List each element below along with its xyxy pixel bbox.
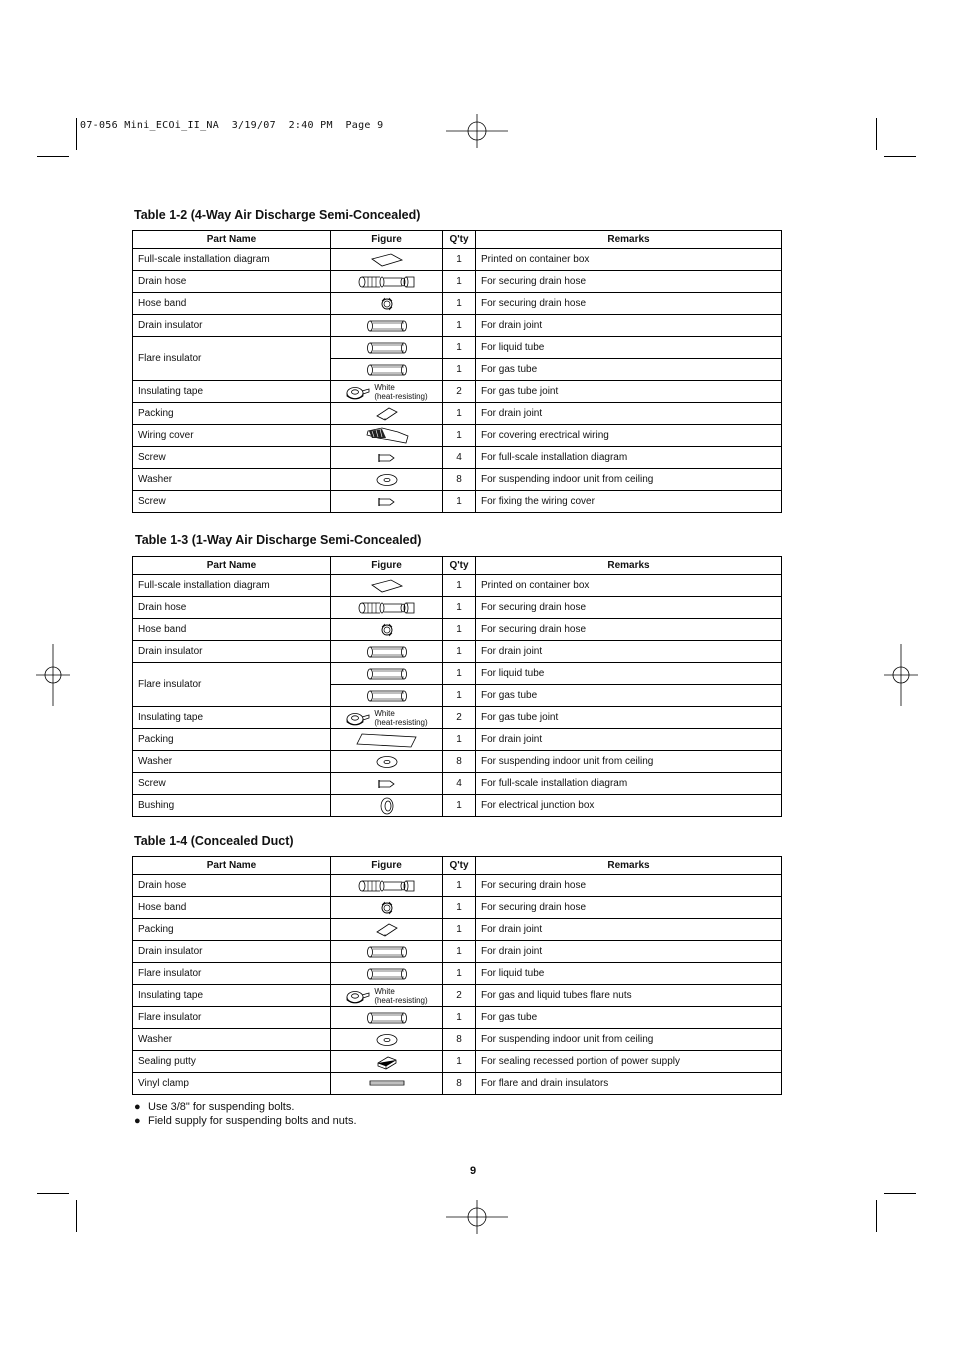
table-row (133, 963, 782, 985)
remarks-cell: For drain joint (476, 941, 782, 963)
part-name-cell: Washer (133, 1029, 331, 1051)
remarks-cell: For gas tube (476, 1007, 782, 1029)
table-row (133, 447, 782, 469)
remarks-cell: For drain joint (476, 641, 782, 663)
part-name-cell: Sealing putty (133, 1051, 331, 1073)
remarks-cell: For securing drain hose (476, 293, 782, 315)
remarks-cell: For drain joint (476, 729, 782, 751)
part-name-cell: Drain insulator (133, 941, 331, 963)
table-row (133, 707, 782, 729)
hose-band-icon (379, 624, 395, 635)
remarks-cell: For suspending indoor unit from ceiling (476, 469, 782, 491)
diagram-sheet-icon (369, 254, 405, 265)
figure-cell (331, 751, 443, 773)
part-name-cell: Drain hose (133, 875, 331, 897)
tape-caption (374, 709, 427, 727)
remarks-cell: Printed on container box (476, 575, 782, 597)
packing-sheet-icon (356, 734, 418, 745)
insulating-tape-figure (333, 383, 440, 401)
packing-icon (375, 924, 399, 935)
figure-cell (331, 963, 443, 985)
part-name-cell: Drain hose (133, 597, 331, 619)
qty-cell: 8 (443, 469, 476, 491)
remarks-cell: For securing drain hose (476, 271, 782, 293)
remarks-cell: For securing drain hose (476, 875, 782, 897)
table-row (133, 403, 782, 425)
bushing-icon (379, 800, 395, 811)
part-name-cell: Screw (133, 773, 331, 795)
qty-cell: 1 (443, 729, 476, 751)
qty-cell: 2 (443, 985, 476, 1007)
qty-cell: 1 (443, 337, 476, 359)
qty-cell: 1 (443, 271, 476, 293)
note-text: Field supply for suspending bolts and nuts. (148, 1115, 357, 1127)
page-number: 9 (470, 1165, 477, 1177)
crop-mark (37, 156, 69, 157)
table-row (133, 1073, 782, 1095)
qty-cell: 1 (443, 795, 476, 817)
insulator-tube-icon (365, 690, 409, 701)
part-name-cell: Insulating tape (133, 985, 331, 1007)
remarks-cell: For fixing the wiring cover (476, 491, 782, 513)
qty-cell: 1 (443, 249, 476, 271)
remarks-cell: For securing drain hose (476, 597, 782, 619)
note-item (134, 1114, 357, 1128)
table-row (133, 337, 782, 359)
remarks-cell: For suspending indoor unit from ceiling (476, 1029, 782, 1051)
table-row (133, 1051, 782, 1073)
qty-cell: 1 (443, 963, 476, 985)
crop-mark (884, 1193, 916, 1194)
figure-cell (331, 315, 443, 337)
table-row (133, 985, 782, 1007)
part-name-cell: Screw (133, 491, 331, 513)
figure-cell (331, 403, 443, 425)
qty-cell: 1 (443, 685, 476, 707)
figure-cell (331, 795, 443, 817)
table-row (133, 795, 782, 817)
figure-cell (331, 941, 443, 963)
figure-cell (331, 773, 443, 795)
table-row (133, 729, 782, 751)
bullet-icon: ● (134, 1115, 141, 1127)
insulator-tube-icon (365, 1012, 409, 1023)
part-name-cell: Hose band (133, 619, 331, 641)
table-row (133, 575, 782, 597)
figure-cell (331, 897, 443, 919)
qty-cell: 8 (443, 1029, 476, 1051)
remarks-cell: For sealing recessed portion of power supply (476, 1051, 782, 1073)
qty-cell: 1 (443, 359, 476, 381)
part-name-cell: Flare insulator (133, 963, 331, 985)
part-name-cell: Hose band (133, 293, 331, 315)
tape-caption-note: (heat-resisting) (374, 995, 428, 1005)
screw-icon (377, 452, 397, 463)
drain-hose-icon (356, 276, 418, 287)
col-header-figure: Figure (331, 231, 443, 249)
hose-band-icon (379, 298, 395, 309)
tape-caption (374, 987, 427, 1005)
insulating-tape-icon (345, 987, 371, 1005)
qty-cell: 1 (443, 597, 476, 619)
sealing-putty-icon (376, 1056, 398, 1067)
part-name-cell: Packing (133, 919, 331, 941)
table-title-1-2: Table 1-2 (4-Way Air Discharge Semi-Concealed) (134, 208, 421, 222)
registration-mark-icon (446, 1186, 508, 1248)
figure-cell (331, 337, 443, 359)
part-name-cell: Flare insulator (133, 1007, 331, 1029)
figure-cell (331, 1029, 443, 1051)
table-row (133, 469, 782, 491)
crop-mark (876, 118, 877, 150)
remarks-cell: Printed on container box (476, 249, 782, 271)
figure-cell (331, 491, 443, 513)
col-header-part-name: Part Name (133, 557, 331, 575)
registration-mark-icon (446, 100, 508, 162)
table-row (133, 425, 782, 447)
qty-cell: 8 (443, 1073, 476, 1095)
remarks-cell: For full-scale installation diagram (476, 773, 782, 795)
remarks-cell: For covering erectrical wiring (476, 425, 782, 447)
remarks-cell: For suspending indoor unit from ceiling (476, 751, 782, 773)
figure-cell (331, 641, 443, 663)
figure-cell (331, 575, 443, 597)
qty-cell: 1 (443, 1007, 476, 1029)
drain-hose-icon (356, 880, 418, 891)
qty-cell: 1 (443, 875, 476, 897)
note-text: Use 3/8" for suspending bolts. (148, 1101, 295, 1113)
table-row (133, 381, 782, 403)
remarks-cell: For drain joint (476, 919, 782, 941)
figure-cell (331, 447, 443, 469)
tape-caption-color: White (374, 986, 395, 996)
part-name-cell: Flare insulator (133, 337, 331, 381)
table-row (133, 897, 782, 919)
figure-cell (331, 985, 443, 1007)
remarks-cell: For gas tube (476, 359, 782, 381)
insulator-tube-icon (365, 668, 409, 679)
qty-cell: 1 (443, 1051, 476, 1073)
remarks-cell: For gas tube joint (476, 381, 782, 403)
table-header-row (133, 231, 782, 249)
packing-icon (375, 408, 399, 419)
remarks-cell: For gas tube joint (476, 707, 782, 729)
table-row (133, 773, 782, 795)
part-name-cell: Packing (133, 403, 331, 425)
figure-cell (331, 359, 443, 381)
parts-table-1-4 (132, 856, 782, 1095)
figure-cell (331, 249, 443, 271)
tape-caption-note: (heat-resisting) (374, 391, 428, 401)
crop-mark (37, 1193, 69, 1194)
table-row (133, 641, 782, 663)
remarks-cell: For gas tube (476, 685, 782, 707)
qty-cell: 2 (443, 707, 476, 729)
table-title-1-3: Table 1-3 (1-Way Air Discharge Semi-Concealed) (135, 533, 422, 547)
col-header-remarks: Remarks (476, 857, 782, 875)
part-name-cell: Drain insulator (133, 641, 331, 663)
tape-caption-color: White (374, 382, 395, 392)
table-row (133, 919, 782, 941)
table-title-1-4: Table 1-4 (Concealed Duct) (134, 834, 294, 848)
qty-cell: 1 (443, 941, 476, 963)
qty-cell: 1 (443, 919, 476, 941)
table-row (133, 751, 782, 773)
qty-cell: 4 (443, 773, 476, 795)
washer-icon (376, 756, 398, 767)
col-header-part-name: Part Name (133, 857, 331, 875)
col-header-qty: Q'ty (443, 857, 476, 875)
figure-cell (331, 1051, 443, 1073)
qty-cell: 1 (443, 619, 476, 641)
qty-cell: 1 (443, 641, 476, 663)
note-item (134, 1100, 357, 1114)
part-name-cell: Flare insulator (133, 663, 331, 707)
figure-cell (331, 619, 443, 641)
figure-cell (331, 663, 443, 685)
table-row (133, 597, 782, 619)
bullet-icon: ● (134, 1101, 141, 1113)
part-name-cell: Drain insulator (133, 315, 331, 337)
crop-mark (876, 1200, 877, 1232)
table-row (133, 1029, 782, 1051)
qty-cell: 1 (443, 425, 476, 447)
part-name-cell: Drain hose (133, 271, 331, 293)
table-row (133, 315, 782, 337)
hose-band-icon (379, 902, 395, 913)
remarks-cell: For liquid tube (476, 963, 782, 985)
col-header-figure: Figure (331, 857, 443, 875)
qty-cell: 8 (443, 751, 476, 773)
part-name-cell: Vinyl clamp (133, 1073, 331, 1095)
figure-cell (331, 381, 443, 403)
part-name-cell: Insulating tape (133, 707, 331, 729)
figure-cell (331, 1007, 443, 1029)
col-header-qty: Q'ty (443, 557, 476, 575)
notes-list (134, 1100, 357, 1128)
table-header-row (133, 557, 782, 575)
print-slug: 07-056 Mini_ECOi_II_NA 3/19/07 2:40 PM Page 9 (80, 120, 384, 131)
screw-icon (377, 496, 397, 507)
remarks-cell: For electrical junction box (476, 795, 782, 817)
screw-icon (377, 778, 397, 789)
table-row (133, 941, 782, 963)
registration-mark-icon (884, 644, 918, 706)
part-name-cell: Full-scale installation diagram (133, 575, 331, 597)
qty-cell: 1 (443, 575, 476, 597)
qty-cell: 1 (443, 897, 476, 919)
qty-cell: 1 (443, 403, 476, 425)
part-name-cell: Screw (133, 447, 331, 469)
col-header-remarks: Remarks (476, 557, 782, 575)
qty-cell: 1 (443, 293, 476, 315)
parts-table-1-3 (132, 556, 782, 817)
remarks-cell: For gas and liquid tubes flare nuts (476, 985, 782, 1007)
insulating-tape-figure (333, 987, 440, 1005)
insulating-tape-icon (345, 709, 371, 727)
qty-cell: 1 (443, 663, 476, 685)
part-name-cell: Wiring cover (133, 425, 331, 447)
insulator-tube-icon (365, 968, 409, 979)
figure-cell (331, 919, 443, 941)
col-header-part-name: Part Name (133, 231, 331, 249)
part-name-cell: Packing (133, 729, 331, 751)
tape-caption (374, 383, 427, 401)
crop-mark (76, 1200, 77, 1232)
figure-cell (331, 469, 443, 491)
col-header-qty: Q'ty (443, 231, 476, 249)
insulator-tube-icon (365, 320, 409, 331)
figure-cell (331, 425, 443, 447)
crop-mark (76, 118, 77, 150)
insulating-tape-icon (345, 383, 371, 401)
diagram-sheet-icon (369, 580, 405, 591)
qty-cell: 4 (443, 447, 476, 469)
qty-cell: 2 (443, 381, 476, 403)
part-name-cell: Hose band (133, 897, 331, 919)
vinyl-clamp-icon (369, 1078, 405, 1089)
table-row (133, 619, 782, 641)
washer-icon (376, 474, 398, 485)
table-row (133, 293, 782, 315)
table-row (133, 249, 782, 271)
remarks-cell: For drain joint (476, 403, 782, 425)
col-header-figure: Figure (331, 557, 443, 575)
figure-cell (331, 685, 443, 707)
figure-cell (331, 875, 443, 897)
figure-cell (331, 707, 443, 729)
part-name-cell: Washer (133, 751, 331, 773)
insulator-tube-icon (365, 946, 409, 957)
col-header-remarks: Remarks (476, 231, 782, 249)
insulator-tube-icon (365, 342, 409, 353)
parts-table-1-2 (132, 230, 782, 513)
qty-cell: 1 (443, 315, 476, 337)
washer-icon (376, 1034, 398, 1045)
remarks-cell: For flare and drain insulators (476, 1073, 782, 1095)
table-row (133, 875, 782, 897)
qty-cell: 1 (443, 491, 476, 513)
figure-cell (331, 729, 443, 751)
figure-cell (331, 293, 443, 315)
part-name-cell: Bushing (133, 795, 331, 817)
drain-hose-icon (356, 602, 418, 613)
insulating-tape-figure (333, 709, 440, 727)
table-row (133, 271, 782, 293)
insulator-tube-icon (365, 646, 409, 657)
remarks-cell: For liquid tube (476, 337, 782, 359)
tape-caption-color: White (374, 708, 395, 718)
part-name-cell: Full-scale installation diagram (133, 249, 331, 271)
tape-caption-note: (heat-resisting) (374, 717, 428, 727)
remarks-cell: For securing drain hose (476, 619, 782, 641)
table-header-row (133, 857, 782, 875)
table-row (133, 491, 782, 513)
wiring-cover-icon (364, 430, 410, 441)
remarks-cell: For drain joint (476, 315, 782, 337)
crop-mark (884, 156, 916, 157)
remarks-cell: For liquid tube (476, 663, 782, 685)
figure-cell (331, 1073, 443, 1095)
remarks-cell: For full-scale installation diagram (476, 447, 782, 469)
table-row (133, 663, 782, 685)
insulator-tube-icon (365, 364, 409, 375)
registration-mark-icon (36, 644, 70, 706)
figure-cell (331, 597, 443, 619)
part-name-cell: Washer (133, 469, 331, 491)
part-name-cell: Insulating tape (133, 381, 331, 403)
figure-cell (331, 271, 443, 293)
table-row (133, 1007, 782, 1029)
remarks-cell: For securing drain hose (476, 897, 782, 919)
